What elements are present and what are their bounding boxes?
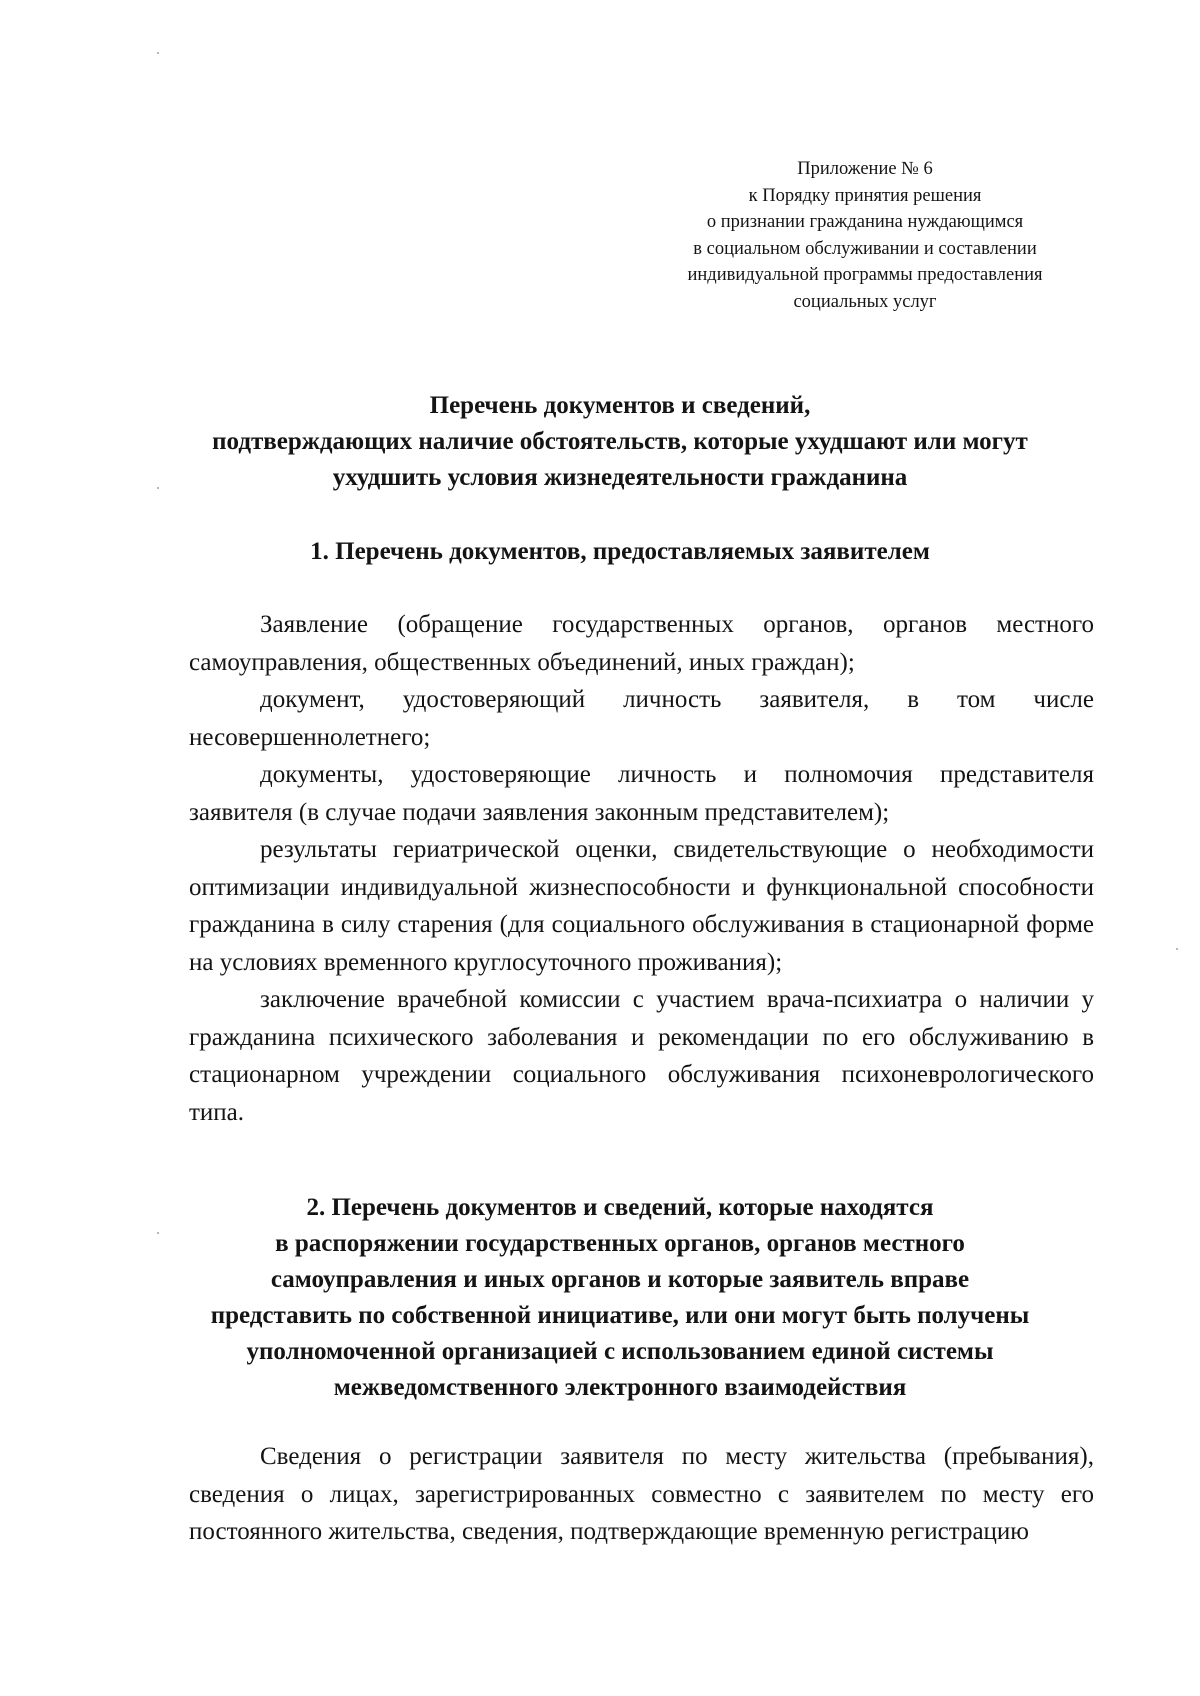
annex-line: в социальном обслуживании и составлении <box>693 238 1037 259</box>
section-2-heading-line: межведомственного электронного взаимодействия <box>333 1374 907 1401</box>
paragraph: документ, удостоверяющий личность заявителя, в том числе несовершеннолетнего; <box>189 686 1094 751</box>
paragraph: Сведения о регистрации заявителя по месту жительства (пребывания), сведения о лицах, зарегистрированных совместно с заявителем по месту его постоянного жительства, сведения, подтверждающие временную регистрацию <box>189 1443 1094 1545</box>
section-2-heading-line: уполномоченной организацией с использованием единой системы <box>246 1338 994 1365</box>
section-2-heading-line: представить по собственной инициативе, или они могут быть получены <box>210 1302 1030 1329</box>
annex-line: к Порядку принятия решения <box>748 185 982 206</box>
paragraph: документы, удостоверяющие личность и полномочия представителя заявителя (в случае подачи заявления законным представителем); <box>189 761 1094 826</box>
annex-line: социальных услуг <box>793 291 937 312</box>
section-1-body <box>189 606 1094 1131</box>
section-2-heading-line: 2. Перечень документов и сведений, которые находятся <box>306 1194 934 1221</box>
document-title <box>140 388 1100 496</box>
scan-speck <box>157 487 159 489</box>
title-line: подтверждающих наличие обстоятельств, которые ухудшают или могут <box>212 428 1028 455</box>
paragraph: заключение врачебной комиссии с участием врача-психиатра о наличии у гражданина психического заболевания и рекомендации по его обслуживанию в стационарном учреждении социального обслуживания психоневрологического типа. <box>189 986 1094 1126</box>
section-2-heading-line: в распоряжении государственных органов, органов местного <box>275 1230 965 1257</box>
scan-speck <box>157 52 159 54</box>
paragraph: результаты гериатрической оценки, свидетельствующие о необходимости оптимизации индивидуальной жизнеспособности и функциональной способности гражданина в силу старения (для социального обслуживания в стационарной форме на условиях временного круглосуточного проживания); <box>189 836 1094 976</box>
scan-speck <box>1176 948 1178 950</box>
annex-block <box>640 156 1090 315</box>
section-2-body <box>189 1438 1094 1551</box>
title-line: ухудшить условия жизнедеятельности гражданина <box>332 464 908 491</box>
section-2-heading-line: самоуправления и иных органов и которые заявитель вправе <box>270 1266 970 1293</box>
paragraph: Заявление (обращение государственных органов, органов местного самоуправления, общественных объединений, иных граждан); <box>189 611 1094 676</box>
scan-speck <box>157 1232 159 1234</box>
section-1-heading <box>140 534 1100 570</box>
section-2-heading <box>140 1190 1100 1406</box>
annex-line: индивидуальной программы предоставления <box>687 265 1043 285</box>
title-line: Перечень документов и сведений, <box>429 392 811 419</box>
section-1-heading-text: 1. Перечень документов, предоставляемых заявителем <box>310 538 930 565</box>
annex-line: Приложение № 6 <box>797 159 933 179</box>
annex-line: о признании гражданина нуждающимся <box>706 212 1024 232</box>
